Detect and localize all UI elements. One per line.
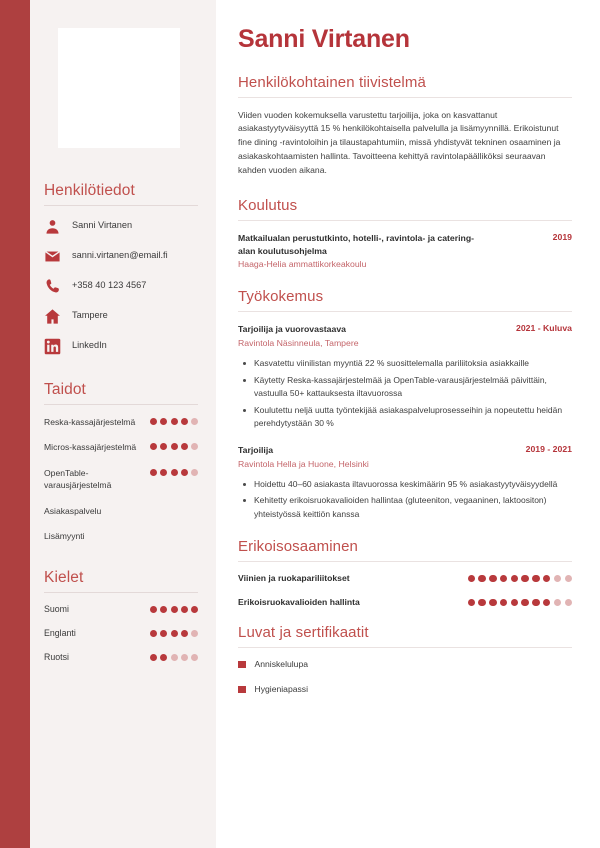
certificates-section (238, 624, 572, 694)
entry-header (238, 323, 572, 336)
rating-dot (478, 575, 485, 582)
entry-date: 2019 (552, 232, 572, 243)
experience-entry (238, 444, 572, 521)
divider (44, 404, 198, 405)
rating-dot (532, 599, 539, 606)
rating-dot (181, 630, 188, 637)
entry-date: 2021 - Kuluva (515, 323, 572, 334)
rating-dot (171, 654, 178, 661)
contact-text: Tampere (72, 310, 108, 321)
left-accent-bar (0, 0, 30, 848)
rating-dots (468, 599, 572, 606)
rating-dot (565, 575, 572, 582)
divider (238, 647, 572, 648)
rating-dot (554, 599, 561, 606)
skill-name: Micros-kassajärjestelmä (44, 442, 137, 453)
entry-title: Matkailualan perustutkinto, hotelli-, ravintola- ja catering-alan koulutusohjelma (238, 233, 475, 256)
phone-icon (44, 278, 61, 295)
language-item (44, 604, 198, 614)
skill-item (44, 441, 198, 453)
rating-dot (191, 606, 198, 613)
experience-heading: Työkokemus (238, 288, 324, 306)
skill-item (44, 530, 198, 542)
bullet-item: Hoidettu 40–60 asiakasta iltavuorossa keskimäärin 95 % asiakastyytyväisyydellä (238, 478, 572, 492)
skill-name: Reska-kassajärjestelmä (44, 417, 136, 427)
rating-dot (160, 443, 167, 450)
contact-item[interactable] (44, 337, 198, 355)
certificates-heading: Luvat ja sertifikaatit (238, 624, 369, 642)
rating-dot (150, 418, 157, 425)
language-item (44, 628, 198, 638)
rating-dot (511, 575, 518, 582)
divider (238, 220, 572, 221)
entry-date: 2019 - 2021 (525, 444, 572, 454)
rating-dot (160, 606, 167, 613)
rating-dot (181, 654, 188, 661)
contact-text: +358 40 123 4567 (72, 280, 147, 291)
expertise-name: Viinien ja ruokapariliitokset (238, 573, 350, 584)
entry-title: Tarjoilija ja vuorovastaava (238, 324, 346, 335)
rating-dot (181, 469, 188, 476)
sidebar (30, 0, 216, 848)
skill-item (44, 505, 198, 517)
rating-dots (150, 628, 198, 637)
entry-header (238, 444, 572, 457)
rating-dot (181, 443, 188, 450)
rating-dot (171, 630, 178, 637)
rating-dot (543, 575, 550, 582)
rating-dot (543, 599, 550, 606)
skill-name: Asiakaspalvelu (44, 505, 102, 516)
certificate-name: Hygieniapassi (254, 684, 309, 695)
divider (44, 205, 198, 206)
certificate-bullet-icon (238, 686, 246, 694)
experience-section (238, 288, 572, 521)
contact-item[interactable] (44, 217, 198, 235)
rating-dots (150, 467, 198, 476)
expertise-section (238, 538, 572, 607)
rating-dot (171, 469, 178, 476)
rating-dot (181, 606, 188, 613)
personal-info-heading: Henkilötiedot (44, 182, 135, 199)
summary-section (238, 74, 572, 179)
divider (238, 311, 572, 312)
certificate-item (238, 659, 572, 669)
language-item (44, 652, 198, 662)
education-section (238, 197, 572, 271)
rating-dot (150, 654, 157, 661)
rating-dot (150, 443, 157, 450)
certificates-list (238, 659, 572, 694)
divider (44, 592, 198, 593)
bullet-item: Kasvatettu viinilistan myyntiä 22 % suosittelemalla pariliitoksia asiakkaille (238, 357, 572, 371)
expertise-item (238, 573, 572, 583)
rating-dot (191, 654, 198, 661)
rating-dot (521, 575, 528, 582)
skill-item (44, 416, 198, 428)
rating-dot (500, 575, 507, 582)
rating-dot (191, 469, 198, 476)
bullet-item: Käytetty Reska-kassajärjestelmää ja OpenTable-varausjärjestelmää päivittäin, vastuulla 50+ kattauksesta iltavuorossa (238, 374, 572, 401)
expertise-list (238, 573, 572, 607)
skills-section (44, 381, 198, 543)
rating-dot (191, 630, 198, 637)
rating-dot (478, 599, 485, 606)
rating-dot (181, 418, 188, 425)
entry-organization: Ravintola Näsinneula, Tampere (238, 337, 359, 348)
person-icon (44, 218, 61, 235)
summary-heading: Henkilökohtainen tiivistelmä (238, 73, 426, 91)
skill-name: Lisämyynti (44, 531, 85, 542)
rating-dots (150, 604, 198, 613)
rating-dots (468, 575, 572, 582)
rating-dot (489, 575, 496, 582)
skill-name: OpenTable-varausjärjestelmä (44, 467, 112, 491)
rating-dot (150, 469, 157, 476)
rating-dot (150, 606, 157, 613)
contact-text: LinkedIn (72, 340, 107, 351)
contact-text: sanni.virtanen@email.fi (72, 250, 168, 261)
experience-list (238, 323, 572, 521)
rating-dot (171, 418, 178, 425)
rating-dot (160, 469, 167, 476)
contact-item[interactable] (44, 307, 198, 325)
experience-entry (238, 323, 572, 431)
education-heading: Koulutus (238, 197, 298, 215)
rating-dots (150, 416, 198, 425)
page-title: Sanni Virtanen (238, 25, 410, 53)
rating-dot (468, 575, 475, 582)
contact-text: Sanni Virtanen (72, 220, 133, 231)
personal-info-section (44, 182, 198, 355)
rating-dot (554, 575, 561, 582)
rating-dot (191, 418, 198, 425)
entry-header (238, 232, 572, 257)
language-name: Englanti (44, 627, 76, 638)
certificate-bullet-icon (238, 661, 246, 669)
languages-section (44, 569, 198, 662)
language-name: Suomi (44, 603, 69, 614)
skill-item (44, 467, 198, 492)
profile-photo-placeholder (58, 28, 180, 148)
home-icon (44, 308, 61, 325)
divider (238, 561, 572, 562)
rating-dot (565, 599, 572, 606)
certificate-name: Anniskelulupa (254, 659, 309, 670)
rating-dot (171, 443, 178, 450)
entry-bullets (238, 478, 572, 522)
envelope-icon (44, 248, 61, 265)
bullet-item: Kehitetty erikoisruokavalioiden hallintaa (gluteeniton, vegaaninen, laktoositon) yhteistyössä keittiön kanssa (238, 494, 572, 521)
rating-dot (191, 443, 198, 450)
entry-organization: Haaga-Helia ammattikorkeakoulu (238, 259, 367, 270)
summary-text: Viiden vuoden kokemuksella varustettu tarjoilija, joka on kasvattanut asiakastyytyväisyyttä 15 % henkilökohtaisella palvelulla ja lisämyynnillä. Erikoistunut fine dining -ravintoloihin ja tilaustapahtumiin, missä yhdistyvät tekninen osaaminen ja asiakaskohtaamisten hallinta. Tavoitteena kehittyä ravintolapäälliköksi seuraavan kahden vuoden aikana. (238, 109, 561, 176)
languages-heading: Kielet (44, 568, 84, 586)
contact-item[interactable] (44, 247, 198, 265)
contact-list (44, 217, 198, 355)
rating-dot (489, 599, 496, 606)
expertise-item (238, 597, 572, 607)
certificate-item (238, 684, 572, 694)
rating-dot (171, 606, 178, 613)
entry-bullets (238, 357, 572, 431)
rating-dot (511, 599, 518, 606)
languages-list (44, 604, 198, 662)
rating-dot (160, 418, 167, 425)
rating-dot (150, 630, 157, 637)
rating-dot (468, 599, 475, 606)
rating-dot (521, 599, 528, 606)
contact-item[interactable] (44, 277, 198, 295)
skills-heading: Taidot (44, 381, 86, 398)
bullet-item: Koulutettu neljä uutta työntekijää asiakaspalveluprosesseihin ja nopeutettu heidän perehdytystään 30 % (238, 404, 572, 431)
skills-list (44, 416, 198, 543)
rating-dots (150, 652, 198, 661)
linkedin-icon (44, 338, 61, 355)
main-content (216, 0, 600, 848)
rating-dot (532, 575, 539, 582)
rating-dot (500, 599, 507, 606)
rating-dot (160, 654, 167, 661)
education-entry (238, 232, 572, 271)
entry-title: Tarjoilija (238, 445, 274, 455)
rating-dots (150, 441, 198, 450)
divider (238, 97, 572, 98)
entry-organization: Ravintola Hella ja Huone, Helsinki (238, 458, 369, 469)
expertise-name: Erikoisruokavalioiden hallinta (238, 597, 360, 608)
rating-dot (160, 630, 167, 637)
education-list (238, 232, 572, 271)
expertise-heading: Erikoisosaaminen (238, 538, 358, 556)
language-name: Ruotsi (44, 651, 69, 662)
